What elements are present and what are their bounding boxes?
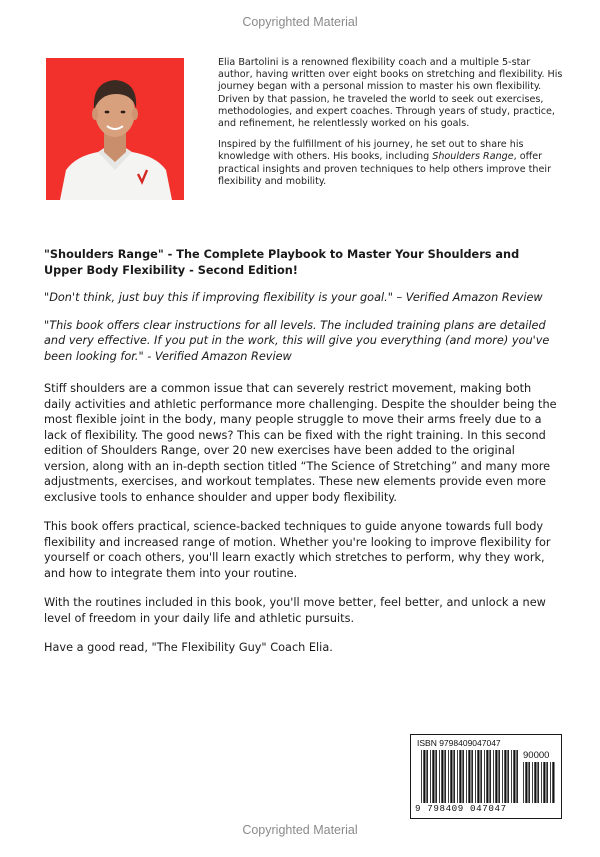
isbn-label: ISBN 9798409047047 — [417, 738, 501, 748]
author-bio-paragraph-2-start: Inspired by the fulfillment of his journey, he set out to share his knowledge with others. His books, including — [218, 139, 524, 163]
review-quote-1: "Don't think, just buy this if improving flexibility is your goal." – Verified Amazon Review — [44, 291, 543, 304]
price-code: 90000 — [523, 750, 550, 761]
author-bio-paragraph-2-end: , offer practical insights and proven techniques to help others improve their flexibility and mobility. — [218, 151, 552, 187]
sign-off: Have a good read, "The Flexibility Guy" Coach Elia. — [44, 641, 333, 654]
author-bio — [218, 57, 563, 197]
description-paragraph-2: This book offers practical, science-backed techniques to guide anyone towards full body flexibility and increased range of motion. Whether you're looking to improve flexibility for yourself or coach others, you'll learn exactly which stretches to perform, why they work, and how to integrate them into your routine. — [44, 520, 551, 580]
isbn-barcode — [410, 734, 562, 819]
author-photo — [46, 58, 184, 200]
author-portrait-illustration — [46, 58, 184, 200]
book-description — [44, 247, 560, 670]
description-paragraph-3: With the routines included in this book, you'll move better, feel better, and unlock a new level of freedom in your daily life and athletic pursuits. — [44, 596, 546, 625]
copyright-watermark-bottom: Copyrighted Material — [242, 823, 358, 837]
author-bio-book-title: Shoulders Range — [432, 151, 514, 163]
author-bio-paragraph-2 — [218, 139, 563, 188]
author-bio-paragraph-1: Elia Bartolini is a renowned flexibility coach and a multiple 5-star author, having written over eight books on stretching and flexibility. His journey began with a personal mission to master his own flexibility. Driven by that passion, he traveled the world to seek out exercises, methodologies, and expert coaches. Through years of study, practice, and refinement, he relentlessly worked on his goals. — [218, 57, 563, 130]
description-paragraph-1: Stiff shoulders are a common issue that can severely restrict movement, making both daily activities and athletic performance more challenging. Despite the shoulder being the most flexible joint in the body, many people struggle to move their arms freely due to a lack of flexibility. The good news? This can be fixed with the right training. In this second edition of Shoulders Range, over 20 new exercises have been added to the original version, along with an in-depth section titled “The Science of Stretching” and many more adjustments, exercises, and workout templates. These new elements provide even more exclusive tools to enhance shoulder and upper body flexibility. — [44, 382, 557, 504]
review-quote-2: "This book offers clear instructions for all levels. The included training plans are detailed and very effective. If you put in the work, this will give you everything (and more) you've been looking for." - Verified Amazon Review — [44, 318, 550, 363]
book-heading: "Shoulders Range" - The Complete Playbook to Master Your Shoulders and Upper Body Flexibility - Second Edition! — [44, 248, 520, 277]
copyright-watermark-top: Copyrighted Material — [242, 15, 358, 29]
isbn-digits: 9 798409 047047 — [415, 803, 507, 814]
